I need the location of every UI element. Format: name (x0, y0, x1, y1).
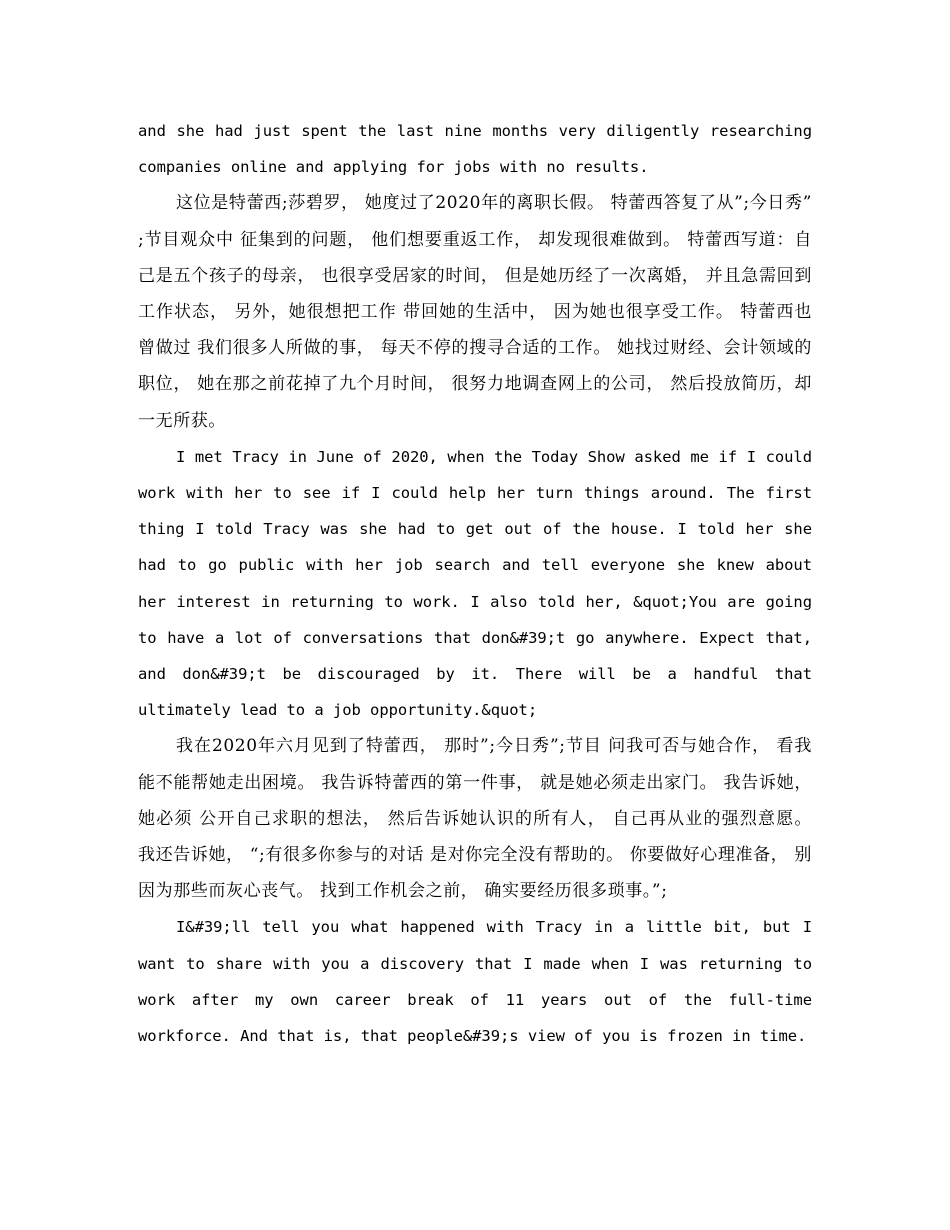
document-page (138, 113, 812, 1054)
paragraph-5-english: I&#39;ll tell you what happened with Tracy in a little bit, but I want to share with you a discovery that I made when I was returning to work after my own career break of 11 years out of the full-time workforce. And that is, that people&#39;s view of you is frozen in time. (138, 918, 812, 1046)
paragraph-1-english: and she had just spent the last nine months very diligently researching companies online and applying for jobs with no results. (138, 122, 812, 177)
paragraph-3-english: I met Tracy in June of 2020, when the Today Show asked me if I could work with her to see if I could help her turn things around. The first thing I told Tracy was she had to get out of the house. I told her she had to go public with her job search and tell everyone she knew about her interest in returning to work. I also told her, &quot;You are going to have a lot of conversations that don&#39;t go anywhere. Expect that, and don&#39;t be discouraged by it. There will be a handful that ultimately lead to a job opportunity.&quot; (138, 447, 812, 720)
paragraph-2-chinese: 这位是特蕾西;莎碧罗， 她度过了2020年的离职长假。 特蕾西答复了从”;今日秀”;节目观众中 征集到的问题， 他们想要重返工作， 却发现很难做到。 特蕾西写道：自己是五个孩子的母亲， 也很享受居家的时间， 但是她历经了一次离婚， 并且急需回到工作状态， 另外，她很想把工作 带回她的生活中， 因为她也很享受工作。 特蕾西也曾做过 我们很多人所做的事， 每天不停的搜寻合适的工作。 她找过财经、会计领域的职位， 她在那之前花掉了九个月时间， 很努力地调查网上的公司， 然后投放简历，却一无所获。 (138, 193, 812, 431)
paragraph-4-chinese: 我在2020年六月见到了特蕾西， 那时”;今日秀”;节目 问我可否与她合作， 看我能不能帮她走出困境。 我告诉特蕾西的第一件事， 就是她必须走出家门。 我告诉她，她必须 公开自己求职的想法， 然后告诉她认识的所有人， 自己再从业的强烈意愿。 我还告诉她， “;有很多你参与的对话 是对你完全没有帮助的。 你要做好心理准备， 别因为那些而灰心丧气。 找到工作机会之前， 确实要经历很多琐事。”; (138, 736, 812, 902)
